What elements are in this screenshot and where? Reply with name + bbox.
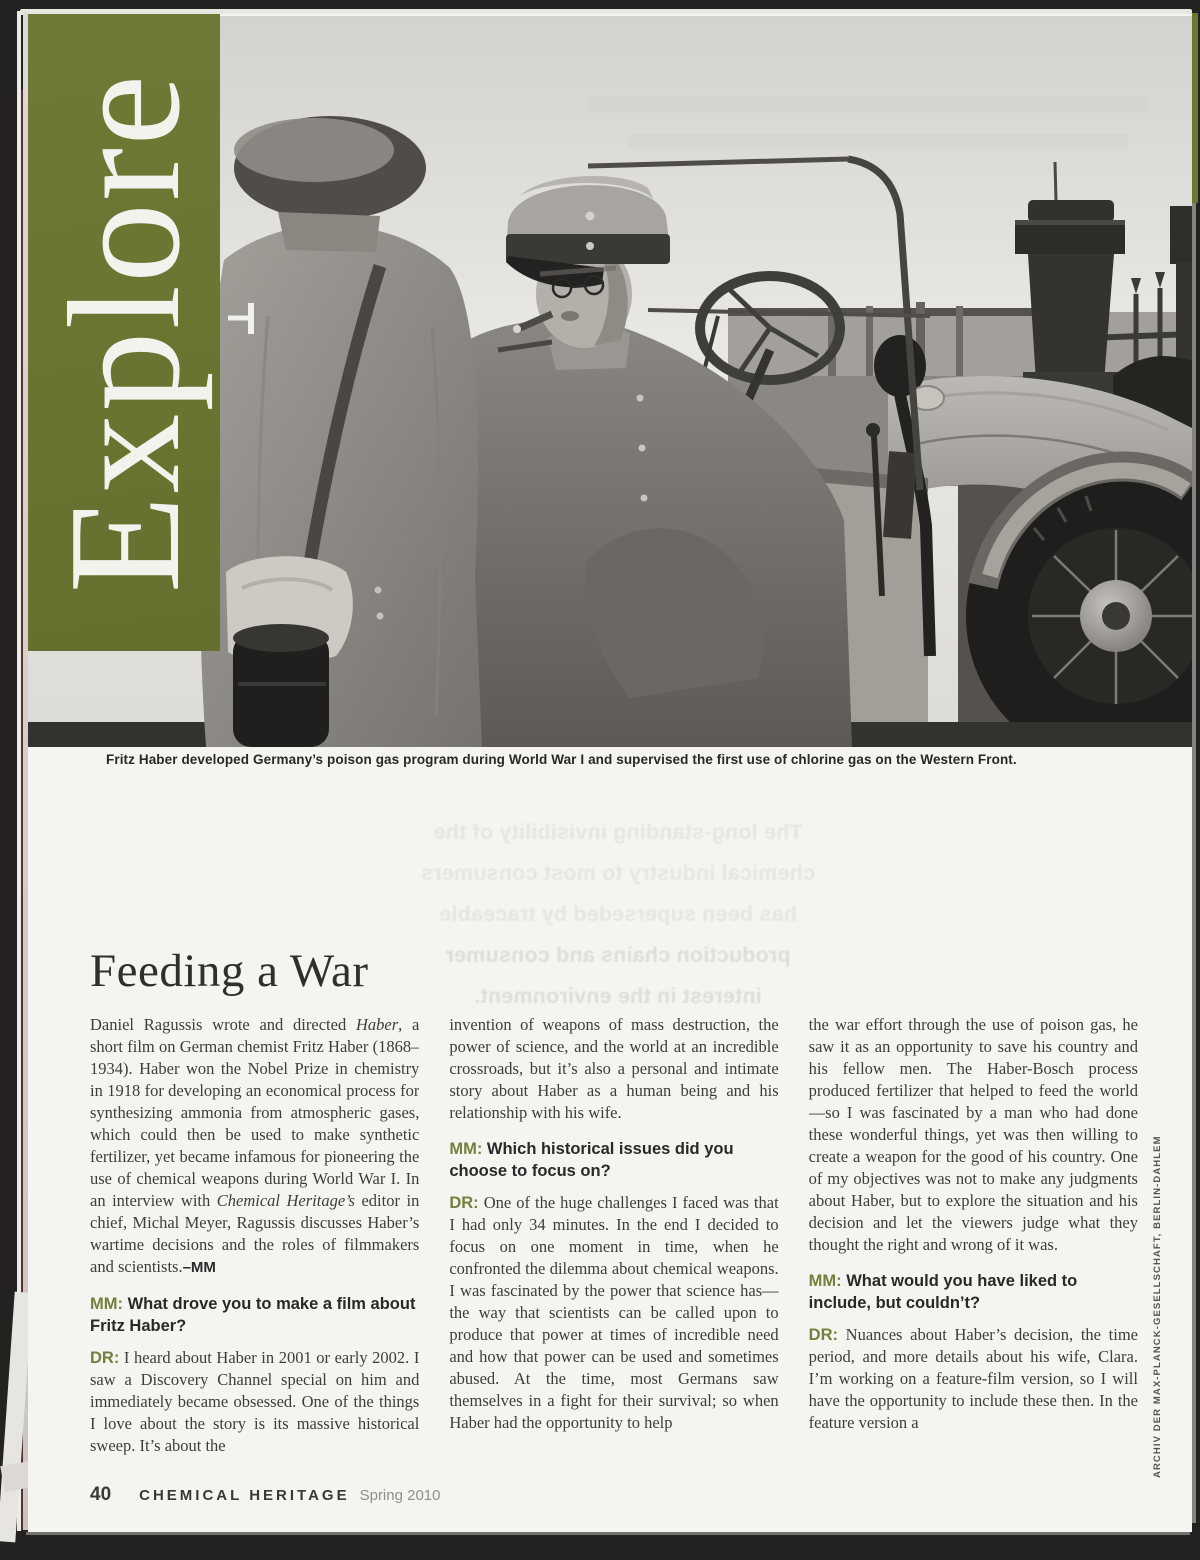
page-edge-bottom <box>26 1532 1190 1535</box>
ghost-line: interest in the environment. <box>474 984 762 1008</box>
question-text: Which historical issues did you choose to focus on? <box>449 1140 734 1180</box>
intro-text: Daniel Ragussis wrote and directed <box>90 1015 356 1034</box>
ghost-line: production chains and consumer <box>445 943 791 967</box>
magazine-title: Chemical Heritage’s <box>216 1191 355 1210</box>
ghost-line: chemical industry to most consumers <box>420 861 816 885</box>
page-edge-right <box>1192 203 1196 1523</box>
article-column-3 <box>809 1014 1138 1488</box>
answer-text: One of the huge challenges I faced was that I had only 34 minutes. In the end I decided to focus on one moment in time, when he confronted the dilemma about chemical weapons. I was fascinated by the power that science has—the way that scientists can be called upon to produce that power at times of incredible need and how that power can be used and sometimes abused. At the time, most Germans saw themselves in a fight for their survival; so when Haber had the opportunity to help <box>449 1193 779 1432</box>
question-text: What would you have liked to include, but couldn’t? <box>808 1272 1078 1312</box>
question-1 <box>90 1293 419 1337</box>
photo-caption: Fritz Haber developed Germany’s poison gas program during World War I and supervised the first use of chlorine gas on the Western Front. <box>106 752 1017 767</box>
speaker-label: MM: <box>449 1140 483 1158</box>
speaker-label: DR: <box>90 1349 120 1367</box>
speaker-label: DR: <box>808 1326 838 1344</box>
question-3 <box>809 1270 1138 1314</box>
article-column-1 <box>90 1014 419 1488</box>
neck <box>278 212 380 252</box>
article-column-2 <box>449 1014 778 1488</box>
page-footer <box>90 1484 441 1506</box>
explore-section-banner <box>28 14 220 651</box>
question-2 <box>449 1138 778 1182</box>
article-title: Feeding a War <box>90 945 369 997</box>
section-label: Explore <box>35 72 213 593</box>
mustache <box>561 311 579 321</box>
issue-date: Spring 2010 <box>359 1487 441 1504</box>
intro-text: , a short film on German chemist Fritz Haber (1868–1934). Haber won the Nobel Prize in chemistry in 1918 for developing an economical process for synthesizing ammonia from atmospheric gases, which could then be used to make synthetic fertilizer, yet became infamous for pioneering the use of chemical weapons during World War I. In an interview with <box>90 1015 420 1210</box>
answer-text: I heard about Haber in 2001 or early 2002. I saw a Discovery Channel special on him and immediately became obsessed. One of the things I love about the story is its massive historical sweep. It’s about the <box>90 1348 420 1455</box>
interviewer-signature: –MM <box>182 1259 216 1276</box>
answer-3 <box>809 1324 1138 1434</box>
ghost-line: has been superseded by traceable <box>439 902 797 926</box>
article-columns <box>90 1014 1138 1488</box>
ghost-line: The long-standing invisibility of the <box>433 820 803 844</box>
speaker-label: DR: <box>449 1194 479 1212</box>
answer-text: Nuances about Haber’s decision, the time period, and more details about his wife, Clara. I’m working on a feature-film version, so I will have the opportunity to include these then. In the feature version a <box>808 1325 1138 1432</box>
speaker-label: MM: <box>808 1272 842 1290</box>
magazine-page <box>28 14 1192 1532</box>
photo-credit: ARCHIV DER MAX-PLANCK-GESELLSCHAFT, BERLIN-DAHLEM <box>1152 1135 1163 1478</box>
page-number: 40 <box>90 1484 112 1505</box>
intro-paragraph <box>90 1014 419 1279</box>
overleaf-ghost-text <box>368 812 868 1017</box>
speaker-label: MM: <box>90 1295 123 1313</box>
answer-2 <box>449 1192 778 1434</box>
answer-2-continuation: the war effort through the use of poison gas, he saw it as an opportunity to save his country and his fellow men. The Haber-Bosch process produced fertilizer that helped to feed the world—so I was fascinated by a man who had done these wonderful things, yet was then willing to create a weapon for the good of his country. One of my objectives was not to make any judgments about Haber, but to explore the situation and his decision and let the viewers judge what they thought the right and wrong of it was. <box>808 1015 1138 1254</box>
next-page-green-sliver <box>1192 13 1198 203</box>
cap-cockade <box>586 212 595 221</box>
intro-text: editor in chief, Michal Meyer, Ragussis discusses Haber’s wartime decisions and the roles of filmmakers and scientists. <box>90 1191 420 1276</box>
magazine-name: CHEMICAL HERITAGE <box>139 1487 350 1504</box>
film-title: Haber <box>355 1015 399 1034</box>
answer-1 <box>90 1347 419 1457</box>
cap-cockade <box>586 242 594 250</box>
answer-1-continuation: invention of weapons of mass destruction, the power of science, and the world at an incredible crossroads, but it’s also a personal and intimate story about Haber as a human being and his relationship with his wife. <box>449 1015 779 1122</box>
question-text: What drove you to make a film about Fritz Haber? <box>90 1295 416 1335</box>
